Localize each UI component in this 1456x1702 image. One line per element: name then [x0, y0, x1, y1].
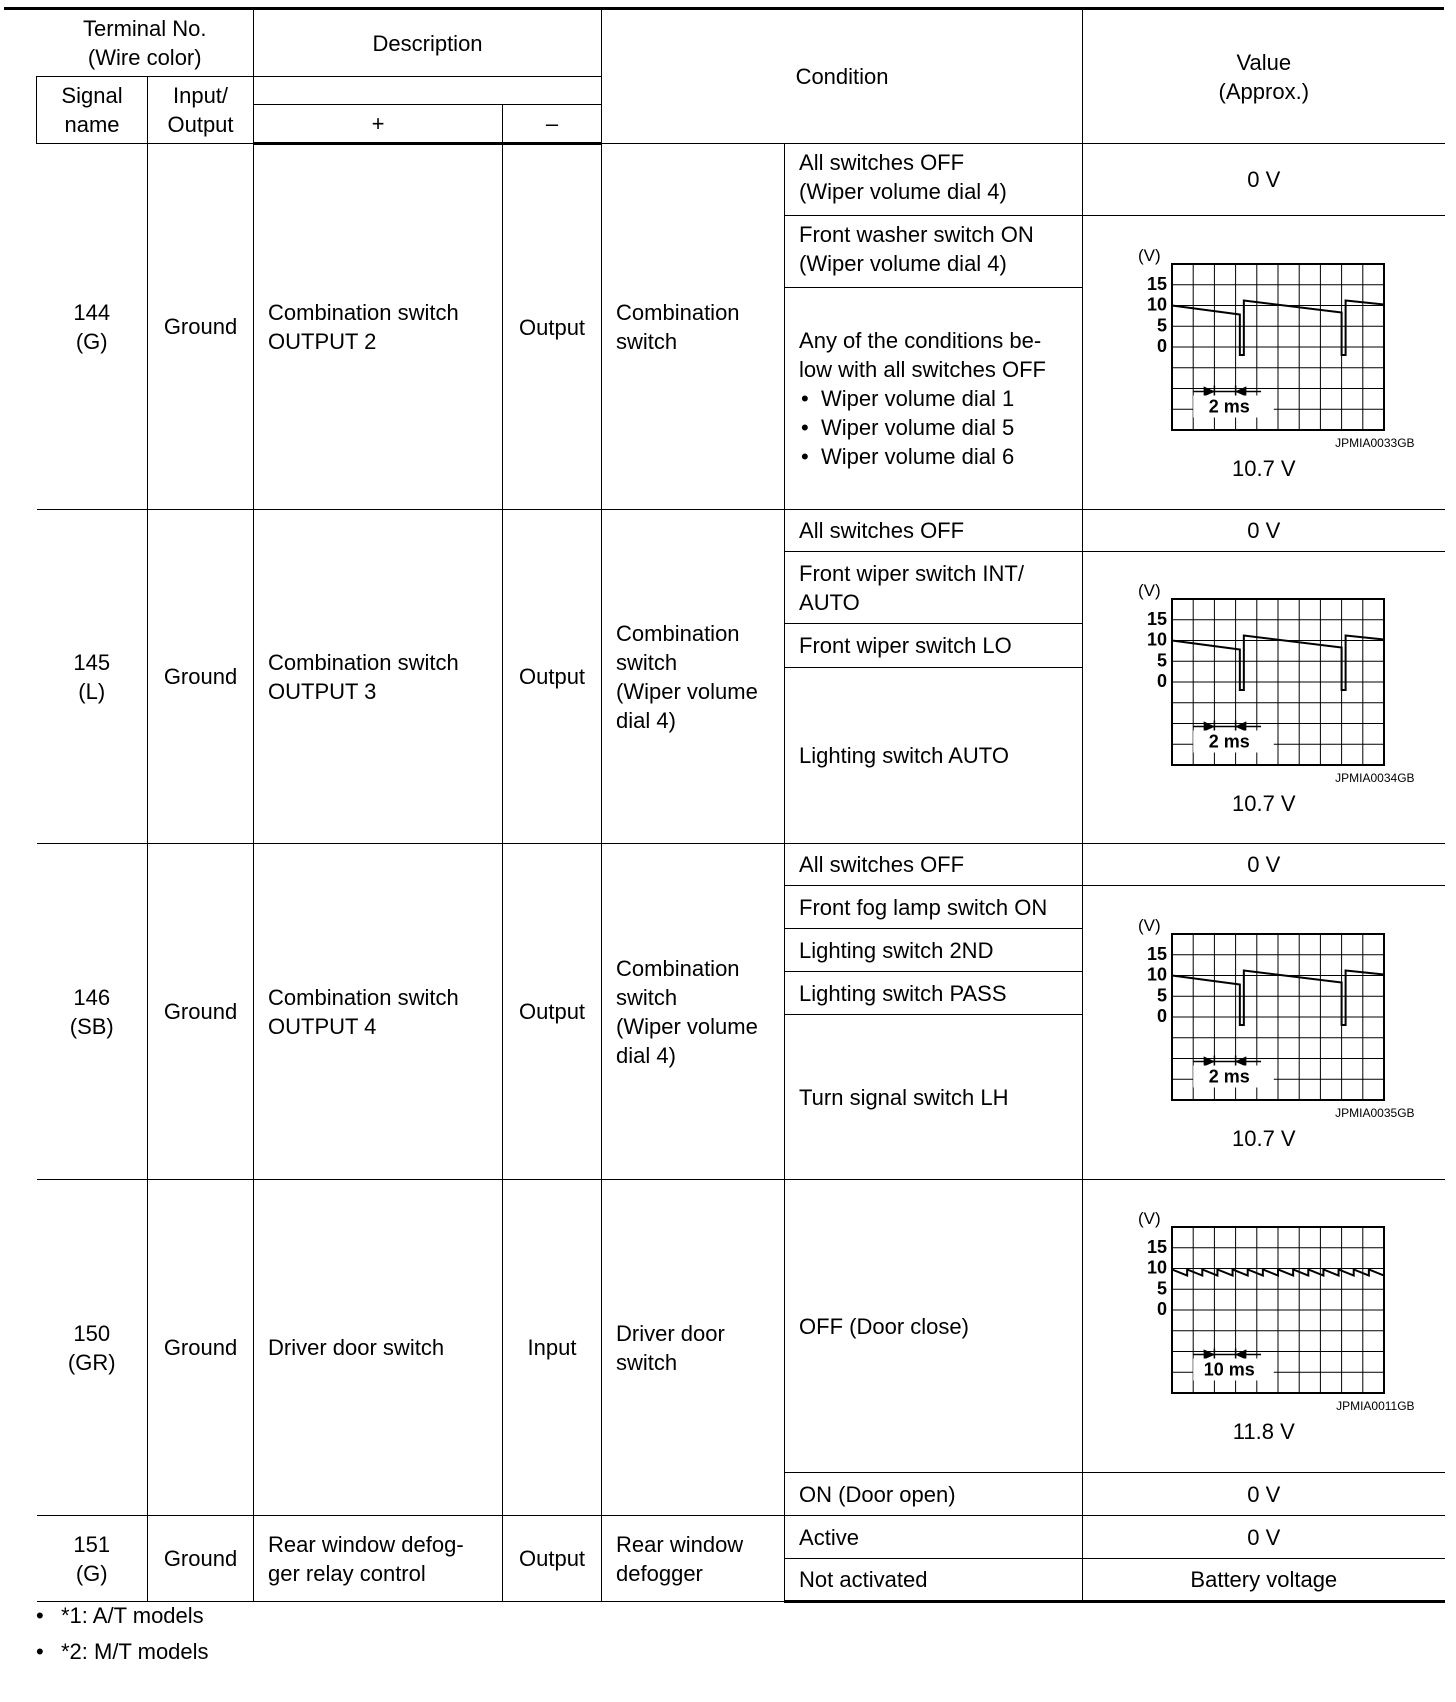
scope-tick-label: 10	[1146, 629, 1167, 649]
scope-time-label: 2 ms	[1208, 396, 1250, 416]
terminal-plus-151: 151 (G)	[37, 1516, 148, 1602]
condition-group: Combination switch (Wiper volume dial 4)	[602, 844, 785, 1180]
waveform-cell	[1083, 552, 1445, 844]
scope-tick-label: 5	[1156, 984, 1167, 1005]
terminal-minus: Ground	[148, 1516, 254, 1602]
terminal-plus-145: 145 (L)	[37, 510, 148, 844]
scope-unit-label: (V)	[1137, 245, 1161, 265]
condition-item: ON (Door open)	[785, 1473, 1083, 1516]
input-output: Output	[503, 144, 602, 510]
figure-code: JPMIA0033GB	[1335, 435, 1415, 450]
header-terminal-no: Terminal No. (Wire color)	[37, 10, 254, 77]
condition-item: Front wiper switch LO	[785, 624, 1083, 668]
scope-time-label: 10 ms	[1203, 1359, 1255, 1380]
oscilloscope-figure	[1097, 914, 1431, 1152]
scope-tick-label: 15	[1146, 273, 1167, 294]
input-output: Output	[503, 510, 602, 844]
condition-item: OFF (Door close)	[785, 1180, 1083, 1473]
waveform-chart	[1134, 244, 1394, 434]
waveform-cell	[1083, 1180, 1445, 1473]
terminal-spec-table	[36, 10, 1445, 1603]
condition-bullets	[799, 384, 1068, 471]
condition-item: All switches OFF	[785, 844, 1083, 886]
bullet-item: • Wiper volume dial 6	[821, 442, 1068, 471]
scope-tick-label: 0	[1156, 1299, 1167, 1319]
terminal-minus: Ground	[148, 144, 254, 510]
condition-item: Front wiper switch INT/ AUTO	[785, 552, 1083, 624]
signal-name: Rear window defog- ger relay control	[254, 1516, 503, 1602]
condition-item: Not activated	[785, 1559, 1083, 1602]
waveform-cell	[1083, 216, 1445, 510]
scope-tick-label: 0	[1156, 335, 1167, 356]
waveform-value: 11.8 V	[1232, 1419, 1295, 1444]
figure-code: JPMIA0035GB	[1335, 1105, 1415, 1120]
scope-tick-label: 5	[1156, 649, 1167, 670]
scope-time-label: 2 ms	[1208, 731, 1250, 751]
waveform-chart	[1134, 1207, 1394, 1397]
header-plus: +	[254, 105, 503, 144]
bullet-item: • Wiper volume dial 1	[821, 384, 1068, 413]
signal-name: Combination switch OUTPUT 2	[254, 144, 503, 510]
signal-name: Combination switch OUTPUT 3	[254, 510, 503, 844]
input-output: Output	[503, 1516, 602, 1602]
footnote-item: • *2: M/T models	[36, 1634, 209, 1670]
bullet-item: • Wiper volume dial 5	[821, 413, 1068, 442]
input-output: Input	[503, 1180, 602, 1516]
condition-item: Active	[785, 1516, 1083, 1559]
condition-item: All switches OFF (Wiper volume dial 4)	[785, 144, 1083, 216]
scope-tick-label: 10	[1146, 964, 1167, 984]
waveform-value: 10.7 V	[1231, 790, 1296, 816]
condition-item	[785, 288, 1083, 510]
condition-group: Combination switch (Wiper volume dial 4)	[602, 510, 785, 844]
header-description: Description	[254, 10, 602, 77]
scope-tick-label: 0	[1156, 670, 1167, 691]
input-output: Output	[503, 844, 602, 1180]
scope-unit-label: (V)	[1137, 915, 1161, 935]
oscilloscope-figure	[1097, 1207, 1431, 1445]
footnotes	[36, 1598, 209, 1670]
header-input-output: Input/ Output	[148, 77, 254, 144]
header-minus: –	[503, 105, 602, 144]
value-cell: 0 V	[1083, 510, 1445, 552]
value-cell: 0 V	[1083, 844, 1445, 886]
scope-tick-label: 5	[1156, 1278, 1167, 1299]
oscilloscope-figure	[1097, 579, 1431, 817]
waveform-cell	[1083, 886, 1445, 1180]
condition-text: Any of the conditions be- low with all switches OFF	[799, 328, 1046, 382]
waveform-chart	[1134, 914, 1394, 1104]
condition-group: Combination switch	[602, 144, 785, 510]
terminal-minus: Ground	[148, 510, 254, 844]
footnote-item: • *1: A/T models	[36, 1598, 209, 1634]
header-signal-name: Signal name	[37, 77, 148, 144]
scope-tick-label: 0	[1156, 1005, 1167, 1026]
scope-unit-label: (V)	[1137, 1209, 1161, 1228]
terminal-minus: Ground	[148, 844, 254, 1180]
scope-tick-label: 15	[1146, 608, 1167, 629]
scope-time-label: 2 ms	[1208, 1066, 1250, 1086]
value-cell: 0 V	[1083, 1516, 1445, 1559]
condition-item: Front fog lamp switch ON	[785, 886, 1083, 929]
condition-item: Lighting switch PASS	[785, 972, 1083, 1015]
value-cell: 0 V	[1083, 1473, 1445, 1516]
condition-item: Turn signal switch LH	[785, 1015, 1083, 1180]
scope-tick-label: 10	[1146, 1257, 1167, 1278]
terminal-plus-150: 150 (GR)	[37, 1180, 148, 1516]
figure-code: JPMIA0034GB	[1335, 770, 1415, 785]
waveform-value: 10.7 V	[1231, 1125, 1296, 1151]
scope-tick-label: 10	[1146, 294, 1167, 314]
value-cell: 0 V	[1083, 144, 1445, 216]
value-cell: Battery voltage	[1083, 1559, 1445, 1602]
header-value: Value (Approx.)	[1083, 10, 1445, 144]
scope-tick-label: 5	[1156, 314, 1167, 335]
oscilloscope-figure	[1097, 244, 1431, 482]
figure-code: JPMIA0011GB	[1336, 1399, 1415, 1413]
waveform-trace	[1172, 1270, 1384, 1276]
signal-name: Driver door switch	[254, 1180, 503, 1516]
header-condition: Condition	[602, 10, 1083, 144]
condition-group: Driver door switch	[602, 1180, 785, 1516]
scope-unit-label: (V)	[1137, 580, 1161, 600]
terminal-plus-146: 146 (SB)	[37, 844, 148, 1180]
scope-tick-label: 15	[1146, 943, 1167, 964]
waveform-chart	[1134, 579, 1394, 769]
terminal-minus: Ground	[148, 1180, 254, 1516]
condition-group: Rear window defogger	[602, 1516, 785, 1602]
condition-item: Lighting switch AUTO	[785, 668, 1083, 844]
condition-item: All switches OFF	[785, 510, 1083, 552]
signal-name: Combination switch OUTPUT 4	[254, 844, 503, 1180]
condition-item: Lighting switch 2ND	[785, 929, 1083, 972]
scope-tick-label: 15	[1146, 1236, 1167, 1257]
terminal-plus-144: 144 (G)	[37, 144, 148, 510]
condition-item: Front washer switch ON (Wiper volume dial 4)	[785, 216, 1083, 288]
waveform-value: 10.7 V	[1231, 455, 1296, 481]
